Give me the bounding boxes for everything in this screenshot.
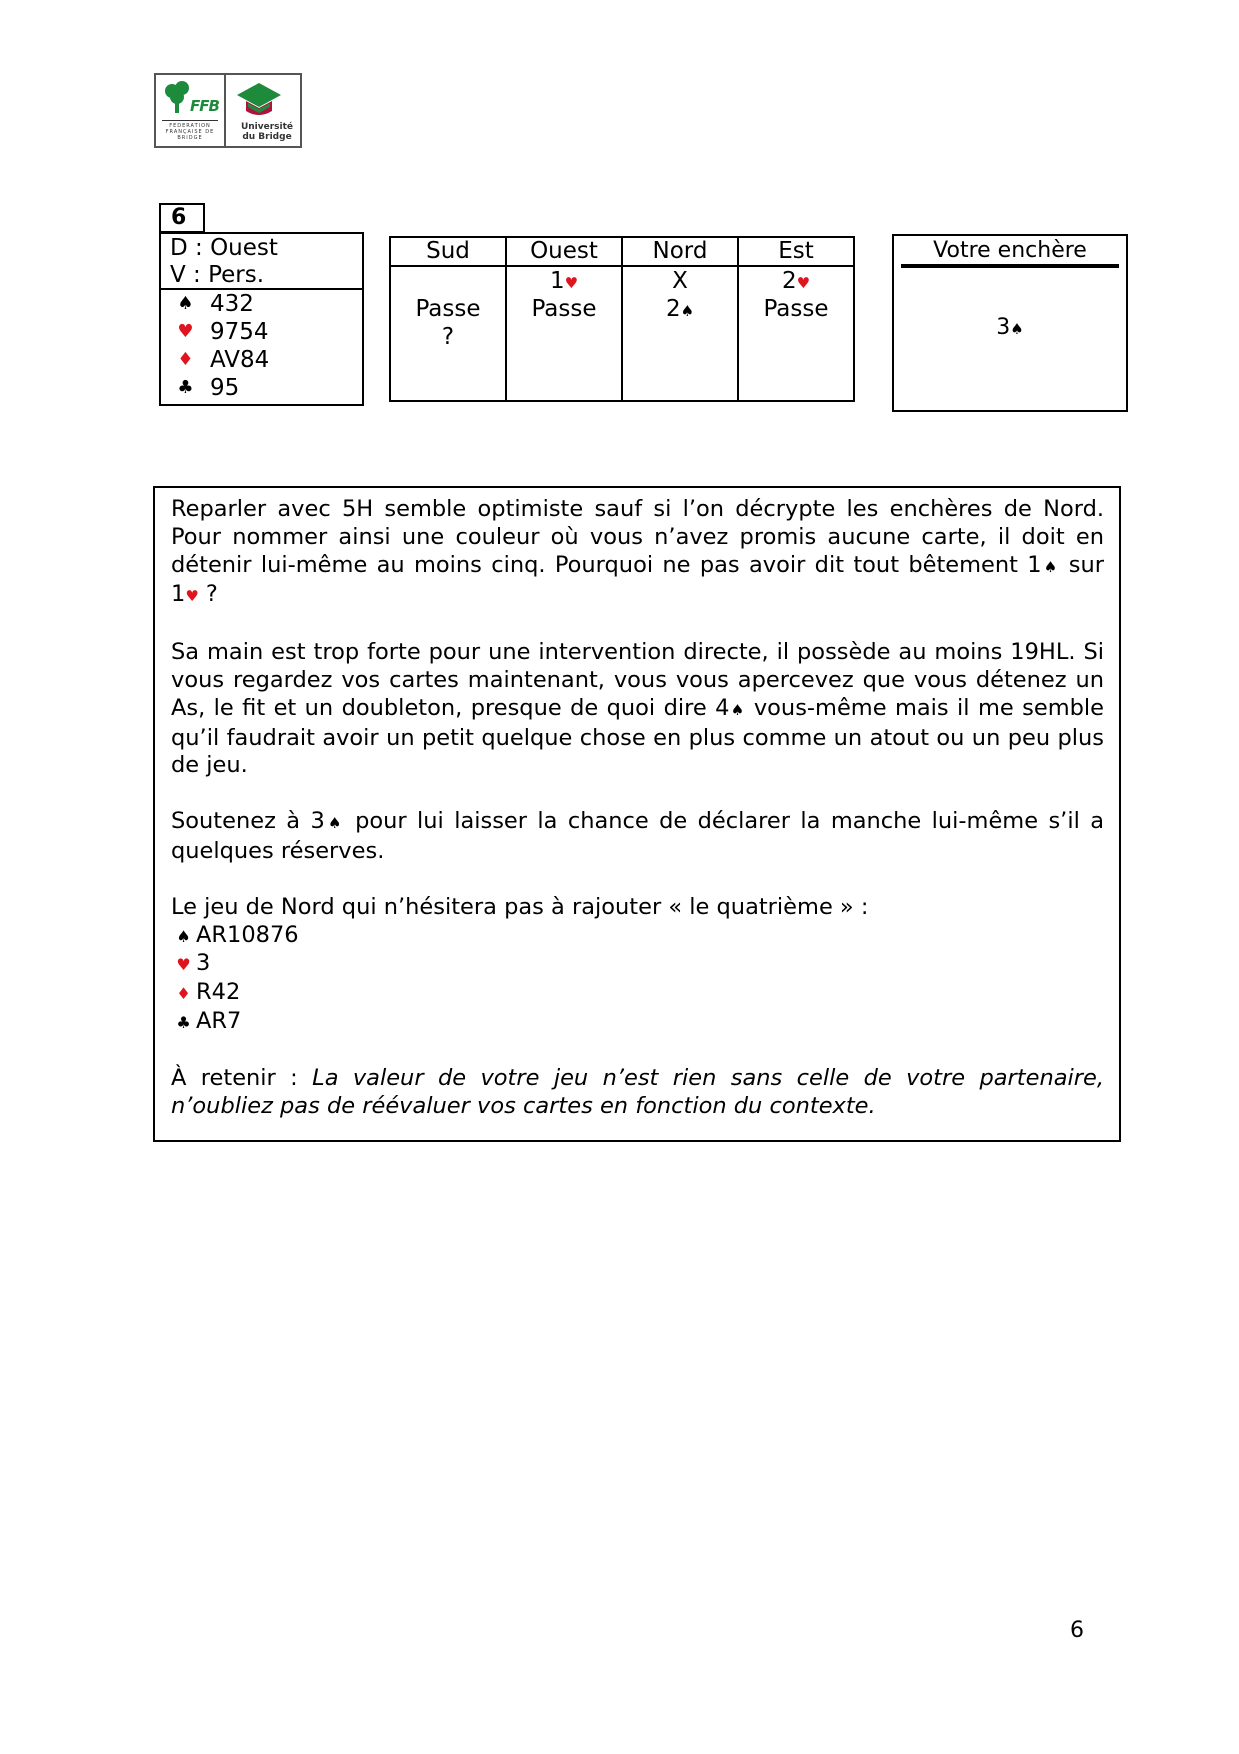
- heart-icon: ♥: [177, 321, 194, 342]
- nord-hearts: 3: [196, 950, 211, 977]
- spade-icon: ♠: [1010, 320, 1024, 338]
- bid-sud-1: [391, 267, 505, 295]
- deal-number: 6: [159, 203, 205, 233]
- commentary-paragraph-4: Le jeu de Nord qui n’hésitera pas à rajouter « le quatrième » :: [171, 893, 869, 920]
- bid-ouest-1-level: 1: [549, 268, 565, 294]
- dealer: D : Ouest: [170, 235, 278, 261]
- bidding-header-row: [390, 237, 854, 266]
- hand-hearts-row: [161, 318, 362, 346]
- commentary-paragraph-1: [171, 496, 1104, 611]
- club-icon: ♣: [177, 377, 194, 398]
- p3-text-a: Soutenez à 3: [171, 808, 325, 835]
- votre-enchere-value: [894, 313, 1126, 344]
- nord-spades: AR10876: [196, 921, 299, 948]
- column-est: [738, 266, 854, 401]
- hand-spades: 432: [210, 291, 254, 317]
- page-number: 6: [1070, 1618, 1084, 1643]
- heart-icon: ♥: [176, 955, 191, 975]
- p1-text-c: ?: [198, 581, 218, 608]
- universite-logo: [226, 75, 300, 146]
- federation-text: FEDERATION FRANÇAISE DE BRIDGE: [165, 123, 215, 141]
- bid-ouest-2: Passe: [531, 296, 597, 322]
- bid-est-1-level: 2: [781, 268, 797, 294]
- nord-clubs-row: [171, 1008, 1104, 1037]
- commentary-retenir: [171, 1065, 1104, 1121]
- nord-diamonds: R42: [196, 979, 241, 1006]
- hand-box: [159, 232, 364, 406]
- spade-icon: ♠: [680, 302, 695, 320]
- bid-nord-2: [623, 295, 737, 323]
- nord-hearts-row: [171, 950, 1104, 979]
- header-ouest: Ouest: [506, 237, 622, 266]
- p1-text-a: Reparler avec 5H semble optimiste sauf si l’on décrypte les enchères de Nord. Pour nommer ainsi une couleur où vous n’avez promis aucune carte, il doit en détenir lui-même au moins cinq. Pourquoi ne pas avoir dit tout bêtement 1: [171, 496, 1104, 578]
- spade-icon: ♠: [177, 293, 194, 314]
- heart-icon: ♥: [564, 274, 579, 292]
- column-ouest: [506, 266, 622, 401]
- nord-clubs: AR7: [196, 1007, 242, 1034]
- bidding-body-row: [390, 266, 854, 401]
- p3-text-b: pour lui laisser la chance de déclarer la manche lui-même s’il a quelques réserves.: [171, 808, 1105, 864]
- votre-enchere-title: Votre enchère: [901, 236, 1119, 268]
- diamond-icon: ♦: [176, 984, 191, 1004]
- logo-divider: [162, 120, 218, 121]
- votre-enchere-level: 3: [996, 315, 1011, 340]
- heart-icon: ♥: [796, 274, 811, 292]
- universite-text: Université du Bridge: [240, 122, 294, 142]
- diamond-icon: ♦: [177, 349, 194, 370]
- hand-hearts: 9754: [210, 319, 269, 345]
- votre-enchere-box: [892, 234, 1128, 412]
- deal-info: [161, 234, 362, 290]
- header-sud: Sud: [390, 237, 506, 266]
- nord-spades-row: [171, 922, 1104, 951]
- spade-icon: ♠: [729, 700, 746, 719]
- club-icon: ♣: [176, 1012, 191, 1032]
- retenir-text: La valeur de votre jeu n’est rien sans celle de votre partenaire, n’oubliez pas de réévaluer vos cartes en fonction du contexte.: [171, 1064, 1104, 1119]
- ffb-logo-left: [156, 75, 226, 146]
- bid-nord-1: X: [672, 268, 688, 294]
- header-nord: Nord: [622, 237, 738, 266]
- bid-sud-3: ?: [441, 324, 455, 350]
- bid-ouest-1: [507, 267, 621, 295]
- header-est: Est: [738, 237, 854, 266]
- p1-text-b: sur 1: [171, 551, 1104, 608]
- hand-diamonds: AV84: [210, 347, 270, 373]
- hand-clubs: 95: [210, 375, 240, 401]
- heart-icon: ♥: [185, 587, 199, 606]
- commentary-paragraph-2: [171, 639, 1104, 780]
- hand-clubs-row: [161, 374, 362, 402]
- spade-icon: ♠: [1041, 557, 1060, 576]
- hand-diamonds-row: [161, 346, 362, 374]
- column-sud: [390, 266, 506, 401]
- column-nord: [622, 266, 738, 401]
- spade-icon: ♠: [324, 814, 345, 833]
- retenir-label: À retenir :: [171, 1064, 313, 1091]
- hand-spades-row: [161, 290, 362, 318]
- ffb-text: FFB: [190, 97, 219, 115]
- p2-text-a: Sa main est trop forte pour une intervention directe, il possède au moins 19HL. Si vous regardez vos cartes maintenant, vous vous apercevez que vous détenez un As, le fit et un doubleton, presque de quoi dire 4: [171, 639, 1104, 721]
- nord-diamonds-row: [171, 979, 1104, 1008]
- bidding-table: [389, 236, 855, 402]
- bid-est-2: Passe: [763, 296, 829, 322]
- bid-est-1: [739, 267, 853, 295]
- bid-sud-2: Passe: [415, 296, 481, 322]
- ffb-logo: [154, 73, 302, 148]
- graduation-cap-icon: [234, 81, 284, 121]
- p2-text-b: vous-même mais il me semble qu’il faudrait avoir un petit quelque chose en plus comme un atout ou un peu plus de jeu.: [171, 694, 1104, 779]
- commentary-box: [153, 486, 1121, 1142]
- commentary-paragraph-3: [171, 808, 1104, 866]
- vulnerability: V : Pers.: [170, 262, 265, 288]
- spade-icon: ♠: [176, 926, 191, 946]
- bid-nord-2-level: 2: [665, 296, 681, 322]
